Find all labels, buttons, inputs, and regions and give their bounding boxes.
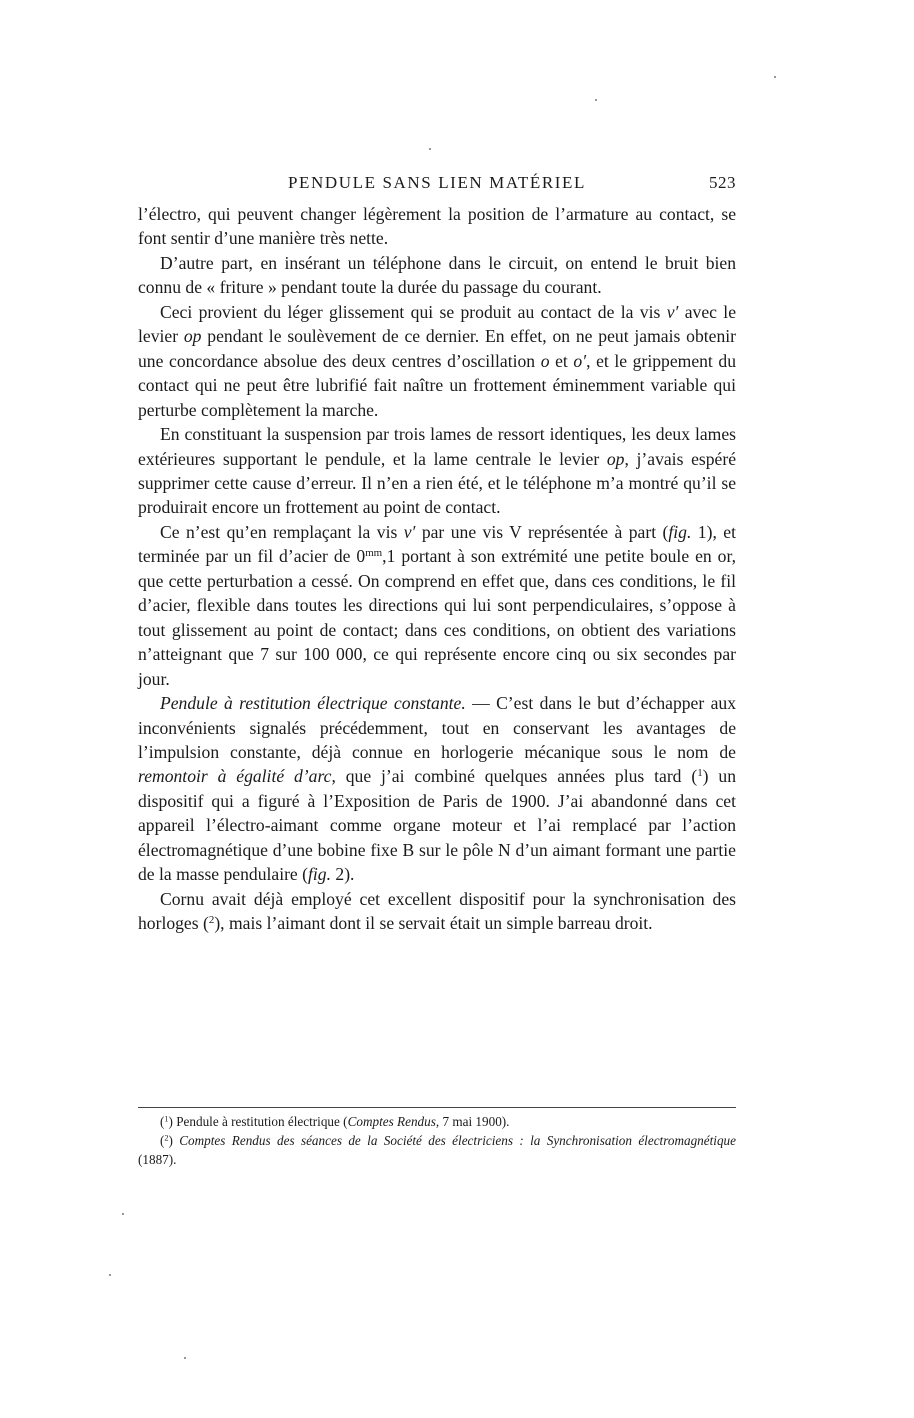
text-run: Ce n’est qu’en remplaçant la vis (160, 521, 404, 542)
italic-text: op (183, 326, 202, 347)
italic-text: fig. (668, 521, 692, 542)
italic-text: v′ (666, 301, 679, 322)
paragraph (138, 887, 736, 936)
text-run: ( (160, 1114, 165, 1129)
italic-text: remontoir à égalité d’arc (138, 766, 332, 787)
superscript: mm (365, 547, 383, 560)
italic-text: v′ (403, 521, 416, 542)
text-run: 1), et terminée par un fil d’acier de 0 (138, 521, 736, 567)
italic-text: Comptes Rendus des séances de la Société des électriciens : la Synchronisation électromagnétique (179, 1133, 736, 1148)
text-run: ,1 portant à son extrémité une petite boule en or, que cette perturbation a cessé. On comprend en effet que, dans ces conditions, le fil d’acier, flexible dans toutes les directions qui lui sont perpendiculaires, s’oppose à tout glissement au point de contact; dans ces conditions, on obtient des variations n’atteignant que 7 sur 100 000, ce qui représente encore cinq ou six secondes par jour. (138, 546, 736, 689)
paragraph (138, 300, 736, 422)
scan-speck (429, 148, 431, 150)
text-run: — C’est dans le but d’échapper aux inconvénients signalés précédemment, tout en conservant les avantages de l’impulsion constante, déjà connue en horlogerie mécanique sous le nom de (138, 693, 736, 762)
italic-text: o′ (573, 350, 587, 371)
paragraph (138, 520, 736, 691)
text-run: pendant le soulèvement de ce dernier. En effet, on ne peut jamais obtenir une concordance absolue des deux centres d’oscillation (138, 326, 736, 371)
main-text (138, 202, 736, 936)
text-run: , et le grippement du contact qui ne peut être lubrifié fait naître un frottement éminemment variable qui perturbe complètement la marche. (138, 350, 737, 420)
paragraph (138, 251, 736, 300)
footnote (138, 1131, 736, 1169)
running-title: PENDULE SANS LIEN MATÉRIEL (288, 173, 587, 192)
text-run: En constituant la suspension par trois lames de ressort identiques, les deux lames extérieures supportant le pendule, et la lame centrale le levier (138, 424, 736, 469)
superscript: 2 (208, 914, 215, 927)
scan-speck (774, 76, 776, 78)
footnote (138, 1112, 736, 1131)
superscript: 2 (164, 1133, 169, 1143)
text-run: et (549, 350, 574, 371)
italic-text: Pendule à restitution électrique constante. (160, 693, 466, 714)
text-run: D’autre part, en insérant un téléphone dans le circuit, on entend le bruit bien connu de « friture » pendant toute la durée du passage du courant. (138, 252, 736, 298)
paragraph (138, 202, 736, 251)
italic-text: Comptes Rendus (347, 1114, 436, 1129)
scan-speck (122, 1213, 124, 1215)
text-run: ( (160, 1133, 165, 1148)
scan-speck (109, 1274, 111, 1276)
running-header (138, 173, 736, 197)
text-run: ), mais l’aimant dont il se servait était un simple barreau droit. (214, 913, 653, 934)
text-run: avec le levier (138, 301, 737, 347)
text-run: par une vis V représentée à part ( (415, 521, 669, 542)
superscript: 1 (697, 767, 703, 780)
scan-speck (595, 99, 597, 101)
text-run: ) Pendule à restitution électrique ( (168, 1114, 348, 1129)
scan-speck (184, 1357, 186, 1359)
text-run: ) un dispositif qui a figuré à l’Exposition de Paris de 1900. J’ai abandonné dans cet appareil l’électro-aimant comme organe moteur et l’ai remplacé par l’action électromagnétique d’une bobine fixe B sur le pôle N d’un aimant formant une partie de la masse pendulaire ( (138, 766, 736, 885)
text-run: ) (168, 1133, 180, 1148)
footnote-rule (138, 1107, 736, 1108)
text-run: , j’avais espéré supprimer cette cause d’erreur. Il n’en a rien été, et le téléphone m’a montré qu’il se produirait encore un frottement au point de contact. (138, 448, 737, 518)
text-run: Cornu avait déjà employé cet excellent dispositif pour la synchronisation des horloges ( (138, 888, 736, 934)
text-run: l’électro, qui peuvent changer légèrement la position de l’armature au contact, se font sentir d’une manière très nette. (138, 204, 736, 249)
page-number: 523 (709, 173, 736, 192)
paragraph (138, 422, 736, 520)
text-run: , que j’ai combiné quelques années plus tard ( (331, 766, 698, 787)
italic-text: fig. (308, 864, 331, 885)
superscript: 1 (164, 1114, 169, 1124)
text-run: (1887). (138, 1152, 177, 1167)
footnotes (138, 1112, 736, 1169)
text-run: , 7 mai 1900). (435, 1114, 510, 1129)
italic-text: op (606, 448, 625, 469)
italic-text: o (540, 350, 550, 371)
text-run: Ceci provient du léger glissement qui se produit au contact de la vis (160, 301, 667, 322)
text-run: 2). (331, 864, 355, 885)
paragraph (138, 691, 736, 887)
